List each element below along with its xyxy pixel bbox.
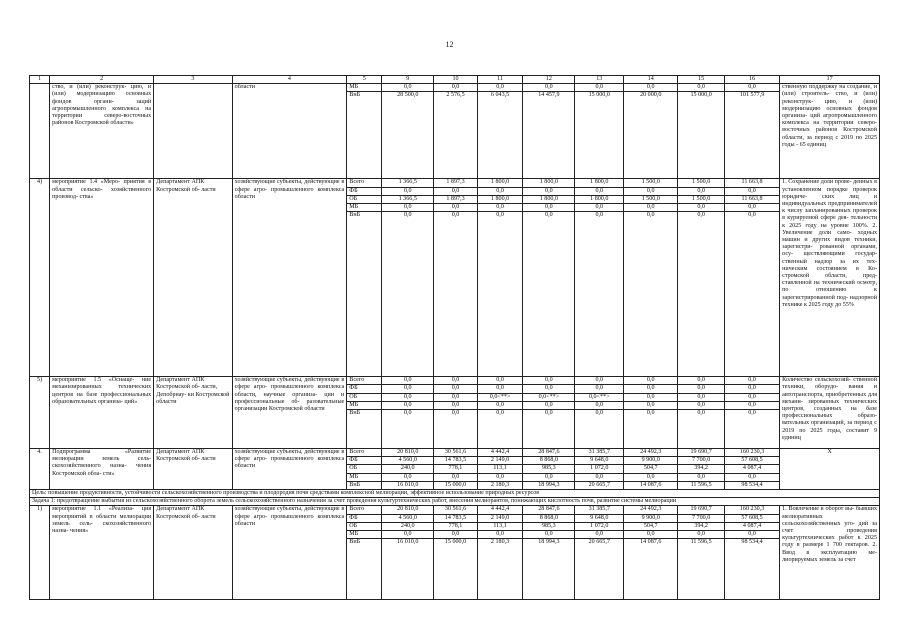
funding-value: 2 576,5 [434, 92, 478, 179]
funding-value: 11 663,8 [724, 179, 779, 187]
participants: хозяйствующие субъекты, действующие в сфере агро- промышленного комплекса области, научные организа- ции и профессиональные об- разовательные организации Костромской области [232, 377, 347, 449]
program-table [29, 75, 880, 600]
funding-value: 31 385,7 [575, 449, 624, 457]
header-cell: 10 [434, 76, 478, 84]
funding-value: 9 648,0 [575, 514, 624, 522]
row-number: 1) [30, 506, 50, 600]
funding-value: 9 900,0 [624, 457, 678, 465]
funding-value: 2 149,0 [477, 514, 523, 522]
funding-value: 15 000,0 [678, 92, 725, 179]
funding-value: 8 868,0 [523, 457, 575, 465]
funding-value: 0,0 [678, 410, 725, 449]
funding-value: 0,0 [678, 393, 725, 401]
funding-value: 0,0 [434, 401, 478, 409]
funding-value: 0,0 [382, 410, 434, 449]
header-cell: 3 [154, 76, 233, 84]
funding-value: 0,0<**> [575, 393, 624, 401]
measure-name: ство, и (или) реконструк- цию, и (или) модернизацию основных фондов органи- заций агропромышленного комплекса на территории северо-восточных районов Костромской области» [50, 84, 154, 179]
row-number: 4. [30, 449, 50, 490]
funding-value: 4 442,4 [477, 449, 523, 457]
funding-value: 6 043,5 [477, 92, 523, 179]
funding-source: ФБ [347, 187, 382, 195]
funding-value: 18 994,3 [523, 539, 575, 600]
funding-source: МБ [347, 531, 382, 539]
funding-value: 2 180,3 [477, 481, 523, 489]
header-cell: 2 [50, 76, 154, 84]
funding-value: 0,0 [523, 377, 575, 385]
funding-value: 0,0 [477, 401, 523, 409]
executor [154, 84, 233, 179]
funding-value: 394,2 [678, 522, 725, 530]
funding-value: 0,0 [624, 393, 678, 401]
row-number [30, 84, 50, 179]
funding-value: 0,0 [382, 377, 434, 385]
funding-value: 1 366,5 [382, 195, 434, 203]
participants: хозяйствующие субъекты, действующие в сфере агро- промышленного комплекса области [232, 449, 347, 490]
funding-value: 20 665,7 [575, 539, 624, 600]
funding-value: 0,0 [523, 187, 575, 195]
funding-value: 113,1 [477, 522, 523, 530]
funding-value: 18 994,3 [523, 481, 575, 489]
funding-value: 0,0 [477, 212, 523, 377]
funding-value: 160 230,3 [724, 449, 779, 457]
page-number: 12 [445, 40, 454, 49]
funding-value: 0,0 [523, 531, 575, 539]
funding-value: 240,0 [382, 465, 434, 473]
funding-value: 0,0 [477, 377, 523, 385]
executor: Департамент АПК Костромской об- ласти [154, 179, 233, 377]
funding-value: 985,3 [523, 465, 575, 473]
funding-value: 9 648,0 [575, 457, 624, 465]
funding-value: 1 366,5 [382, 179, 434, 187]
header-cell: 5 [347, 76, 382, 84]
funding-value: 240,0 [382, 522, 434, 530]
funding-value: 0,0 [434, 377, 478, 385]
funding-value: 0,0 [575, 531, 624, 539]
funding-value: 0,0 [678, 212, 725, 377]
funding-value: 1 072,0 [575, 465, 624, 473]
measure-name: мероприятие 1.1 «Реализа- ция мероприятий в области мелиорации земель сель- скохозяйственного назна- чения» [50, 506, 154, 600]
funding-value: 504,7 [624, 522, 678, 530]
table-row [30, 449, 880, 457]
header-cell: 1 [30, 76, 50, 84]
row-number: 5) [30, 377, 50, 449]
executor: Департамент АПК Костромской об- ласти [154, 449, 233, 490]
expected-result: X [780, 449, 880, 490]
funding-value: 0,0 [382, 187, 434, 195]
funding-value: 9 900,0 [624, 514, 678, 522]
funding-value: 0,0 [523, 212, 575, 377]
funding-value: 0,0 [523, 401, 575, 409]
funding-value: 4 560,0 [382, 457, 434, 465]
funding-value: 0,0 [724, 410, 779, 449]
funding-value: 0,0 [575, 377, 624, 385]
funding-value: 20 665,7 [575, 481, 624, 489]
funding-value: 31 385,7 [575, 506, 624, 514]
funding-value: 0,0 [575, 401, 624, 409]
funding-value: 1 500,0 [624, 195, 678, 203]
funding-value: 4 442,4 [477, 506, 523, 514]
funding-source: ФБ [347, 457, 382, 465]
header-cell: 11 [477, 76, 523, 84]
measure-name: мероприятие 1.5 «Оснаще- ние механизированных технических центров на базе профессиональных образовательных организа- ций» [50, 377, 154, 449]
funding-value: 57 608,5 [724, 457, 779, 465]
funding-value: 0,0 [382, 385, 434, 393]
expected-result: 1. Сохранение доли прове- денных в установленном порядке проверок юридиче- ских лиц и индивидуальных предпринимателей к числу запланированных проверок в курируемой сфере дея- тельности к 2025 году на уровне 100%. 2. Увеличение доли само- ходных машин и других видов техники, зарегистри- рованной органами, осу- ществляющими государ- ственный надзор за их тех- ническим состоянием в Ко- стромской области, пред- ставленной на технический осмотр, по отношению к зарегистрированной под- надзорной технике к 2025 году до 55% [780, 179, 880, 377]
funding-value: 11 663,8 [724, 195, 779, 203]
row-number: 4) [30, 179, 50, 377]
funding-source: МБ [347, 473, 382, 481]
funding-value: 4 087,4 [724, 522, 779, 530]
funding-value: 1 800,0 [477, 195, 523, 203]
funding-value: 7 700,0 [678, 457, 725, 465]
funding-value: 0,0 [724, 393, 779, 401]
funding-value: 0,0 [523, 473, 575, 481]
funding-value: 0,0 [382, 84, 434, 92]
funding-value: 1 500,0 [624, 179, 678, 187]
funding-value: 0,0 [477, 385, 523, 393]
header-cell: 17 [780, 76, 880, 84]
table-row [30, 179, 880, 187]
participants: хозяйствующие субъекты, действующие в сфере агро- промышленного комплекса области [232, 506, 347, 600]
funding-source: Всего [347, 506, 382, 514]
funding-value: 14 087,6 [624, 539, 678, 600]
funding-value: 19 690,7 [678, 506, 725, 514]
funding-value: 0,0<**> [523, 393, 575, 401]
funding-source: МБ [347, 401, 382, 409]
funding-value: 0,0 [624, 473, 678, 481]
funding-value: 28 847,6 [523, 506, 575, 514]
funding-value: 0,0 [382, 212, 434, 377]
header-cell: 9 [382, 76, 434, 84]
funding-value: 0,0 [678, 377, 725, 385]
funding-value: 4 087,4 [724, 465, 779, 473]
funding-value: 0,0<**> [477, 393, 523, 401]
funding-value: 0,0 [434, 385, 478, 393]
funding-value: 0,0 [724, 204, 779, 212]
funding-value: 1 072,0 [575, 522, 624, 530]
funding-value: 30 561,6 [434, 449, 478, 457]
funding-value: 0,0 [477, 410, 523, 449]
funding-value: 20 810,0 [382, 449, 434, 457]
funding-value: 0,0 [382, 531, 434, 539]
funding-value: 0,0 [724, 212, 779, 377]
funding-value: 0,0 [382, 204, 434, 212]
funding-value: 28 847,6 [523, 449, 575, 457]
funding-value: 0,0 [724, 84, 779, 92]
funding-value: 14 087,6 [624, 481, 678, 489]
funding-value: 1 800,0 [575, 179, 624, 187]
funding-value: 0,0 [678, 84, 725, 92]
funding-value: 0,0 [724, 385, 779, 393]
funding-value: 0,0 [575, 84, 624, 92]
funding-value: 0,0 [434, 473, 478, 481]
funding-source: ВнБ [347, 92, 382, 179]
funding-value: 0,0 [477, 531, 523, 539]
table-row [30, 506, 880, 514]
funding-value: 0,0 [624, 212, 678, 377]
header-cell: 16 [724, 76, 779, 84]
funding-value: 30 561,6 [434, 506, 478, 514]
funding-value: 0,0 [624, 84, 678, 92]
funding-value: 0,0 [434, 212, 478, 377]
funding-value: 1 500,0 [678, 179, 725, 187]
funding-value: 0,0 [575, 187, 624, 195]
funding-value: 0,0 [678, 204, 725, 212]
funding-value: 14 457,9 [523, 92, 575, 179]
funding-value: 4 560,0 [382, 514, 434, 522]
measure-name: Подпрограмма «Развитие мелиорации земель сель- скохозяйственного назна- чения Костромской обла- сти» [50, 449, 154, 490]
funding-value: 985,3 [523, 522, 575, 530]
funding-value: 0,0 [624, 531, 678, 539]
funding-source: ВнБ [347, 539, 382, 600]
expected-result: Количество сельскохозяй- ственной техники, оборудо- вания и автотранспорта, приобретенных для механи- зированных технических центров, созданных на базе профессиональных образо- вательных организаций, за период с 2019 по 2025 годы, составит 9 единиц [780, 377, 880, 449]
funding-value: 394,2 [678, 465, 725, 473]
funding-value: 0,0 [477, 473, 523, 481]
funding-value: 20 000,0 [624, 92, 678, 179]
funding-value: 0,0 [434, 204, 478, 212]
funding-value: 1 500,0 [678, 195, 725, 203]
funding-value: 0,0 [575, 204, 624, 212]
funding-source: ОБ [347, 522, 382, 530]
funding-value: 1 800,0 [523, 195, 575, 203]
funding-value: 0,0 [434, 84, 478, 92]
table-row [30, 377, 880, 385]
funding-value: 0,0 [624, 187, 678, 195]
funding-value: 15 000,0 [434, 539, 478, 600]
funding-source: МБ [347, 84, 382, 92]
funding-value: 0,0 [434, 410, 478, 449]
section-text: Задача 1: предотвращение выбытия из сельскохозяйственного оборота земель сельскохозяйственного назначения за счет проведения культуртехнических работ, внесения мелиорантов, понижающих кислотность почв, развитие системы мелиорации [30, 498, 880, 506]
funding-value: 8 868,0 [523, 514, 575, 522]
funding-source: ОБ [347, 393, 382, 401]
funding-value: 0,0 [382, 401, 434, 409]
funding-source: ОБ [347, 195, 382, 203]
funding-value: 0,0 [624, 410, 678, 449]
funding-value: 20 810,0 [382, 506, 434, 514]
funding-value: 778,1 [434, 465, 478, 473]
funding-value: 2 149,0 [477, 457, 523, 465]
executor: Департамент АПК Костромской об- ласти [154, 506, 233, 600]
funding-source: ФБ [347, 385, 382, 393]
expected-result: ственную поддержку на создание, и (или) строитель- ство, и (или) реконструк- цию, и (или) модернизацию основных фондов организа- ций агропромышленного комплекса на территории северо-восточных районов Костромской области, за период с 2019 по 2025 годы - 65 единиц [780, 84, 880, 179]
funding-value: 57 608,5 [724, 514, 779, 522]
funding-value: 0,0 [575, 212, 624, 377]
funding-value: 504,7 [624, 465, 678, 473]
funding-value: 14 783,5 [434, 514, 478, 522]
funding-value: 1 800,0 [477, 179, 523, 187]
funding-value: 0,0 [523, 410, 575, 449]
funding-value: 778,1 [434, 522, 478, 530]
funding-source: ФБ [347, 514, 382, 522]
funding-value: 0,0 [678, 401, 725, 409]
funding-source: ВнБ [347, 212, 382, 377]
header-cell: 14 [624, 76, 678, 84]
funding-value: 0,0 [523, 84, 575, 92]
funding-value: 14 783,5 [434, 457, 478, 465]
funding-value: 0,0 [382, 473, 434, 481]
funding-value: 0,0 [724, 401, 779, 409]
section-row [30, 498, 880, 506]
funding-value: 0,0 [724, 377, 779, 385]
header-cell: 4 [232, 76, 347, 84]
funding-value: 0,0 [724, 531, 779, 539]
funding-value: 0,0 [624, 204, 678, 212]
funding-source: Всего [347, 449, 382, 457]
funding-value: 160 230,3 [724, 506, 779, 514]
funding-value: 0,0 [523, 204, 575, 212]
expected-result: 1. Вовлечение в оборот вы- бывших мелиоративных сельскохозяйственных уго- дий за счет проведения культуртехнических работ к 2025 году в размере 1 700 гектаров. 2. Ввод в эксплуатацию ме- лиорируемых земель за счет [780, 506, 880, 600]
funding-source: ВнБ [347, 481, 382, 489]
funding-value: 0,0 [523, 385, 575, 393]
funding-value: 7 700,0 [678, 514, 725, 522]
executor: Департамент АПК Костромской об- ласти, Депобрнау- ки Костромской области [154, 377, 233, 449]
funding-value: 0,0 [624, 377, 678, 385]
funding-value: 0,0 [678, 385, 725, 393]
funding-value: 15 000,0 [434, 481, 478, 489]
funding-value: 24 492,3 [624, 449, 678, 457]
funding-value: 0,0 [678, 187, 725, 195]
funding-source: Всего [347, 377, 382, 385]
funding-value: 15 000,0 [575, 92, 624, 179]
funding-value: 1 897,3 [434, 195, 478, 203]
funding-value: 19 690,7 [678, 449, 725, 457]
funding-value: 0,0 [477, 84, 523, 92]
header-cell: 13 [575, 76, 624, 84]
participants: хозяйствующие субъекты, действующие в сфере агро- промышленного комплекса области [232, 179, 347, 377]
section-row [30, 490, 880, 498]
funding-value: 0,0 [382, 393, 434, 401]
funding-value: 16 010,0 [382, 539, 434, 600]
funding-value: 0,0 [678, 531, 725, 539]
funding-value: 0,0 [575, 410, 624, 449]
funding-value: 113,1 [477, 465, 523, 473]
funding-value: 0,0 [624, 401, 678, 409]
funding-source: Всего [347, 179, 382, 187]
funding-value: 0,0 [575, 473, 624, 481]
funding-value: 11 596,5 [678, 539, 725, 600]
funding-value: 0,0 [434, 187, 478, 195]
participants: области [232, 84, 347, 179]
funding-value: 16 010,0 [382, 481, 434, 489]
funding-source: МБ [347, 204, 382, 212]
funding-value: 2 180,3 [477, 539, 523, 600]
funding-value: 0,0 [477, 204, 523, 212]
table-row [30, 84, 880, 92]
funding-value: 0,0 [724, 187, 779, 195]
funding-value: 11 596,5 [678, 481, 725, 489]
section-text: Цель: повышение продуктивности, устойчивости сельскохозяйственного производства и плодородия почв средствами комплексной мелиорации, эффективное использование природных ресурсов [30, 490, 880, 498]
funding-value: 1 800,0 [523, 179, 575, 187]
funding-value: 98 534,4 [724, 481, 779, 489]
funding-value: 28 500,0 [382, 92, 434, 179]
header-cell: 15 [678, 76, 725, 84]
funding-value: 24 492,3 [624, 506, 678, 514]
funding-value: 0,0 [575, 385, 624, 393]
header-cell: 12 [523, 76, 575, 84]
funding-source: ВнБ [347, 410, 382, 449]
funding-value: 0,0 [678, 473, 725, 481]
funding-value: 0,0 [477, 187, 523, 195]
funding-value: 0,0 [724, 473, 779, 481]
header-row [30, 76, 880, 84]
funding-value: 98 534,4 [724, 539, 779, 600]
funding-value: 1 800,0 [575, 195, 624, 203]
measure-name: мероприятие 1.4 «Меро- приятия в области сельско- хозяйственного производ- ства» [50, 179, 154, 377]
funding-source: ОБ [347, 465, 382, 473]
funding-value: 101 577,9 [724, 92, 779, 179]
funding-value: 1 897,3 [434, 179, 478, 187]
funding-value: 0,0 [434, 531, 478, 539]
funding-value: 0,0 [434, 393, 478, 401]
funding-value: 0,0 [624, 385, 678, 393]
